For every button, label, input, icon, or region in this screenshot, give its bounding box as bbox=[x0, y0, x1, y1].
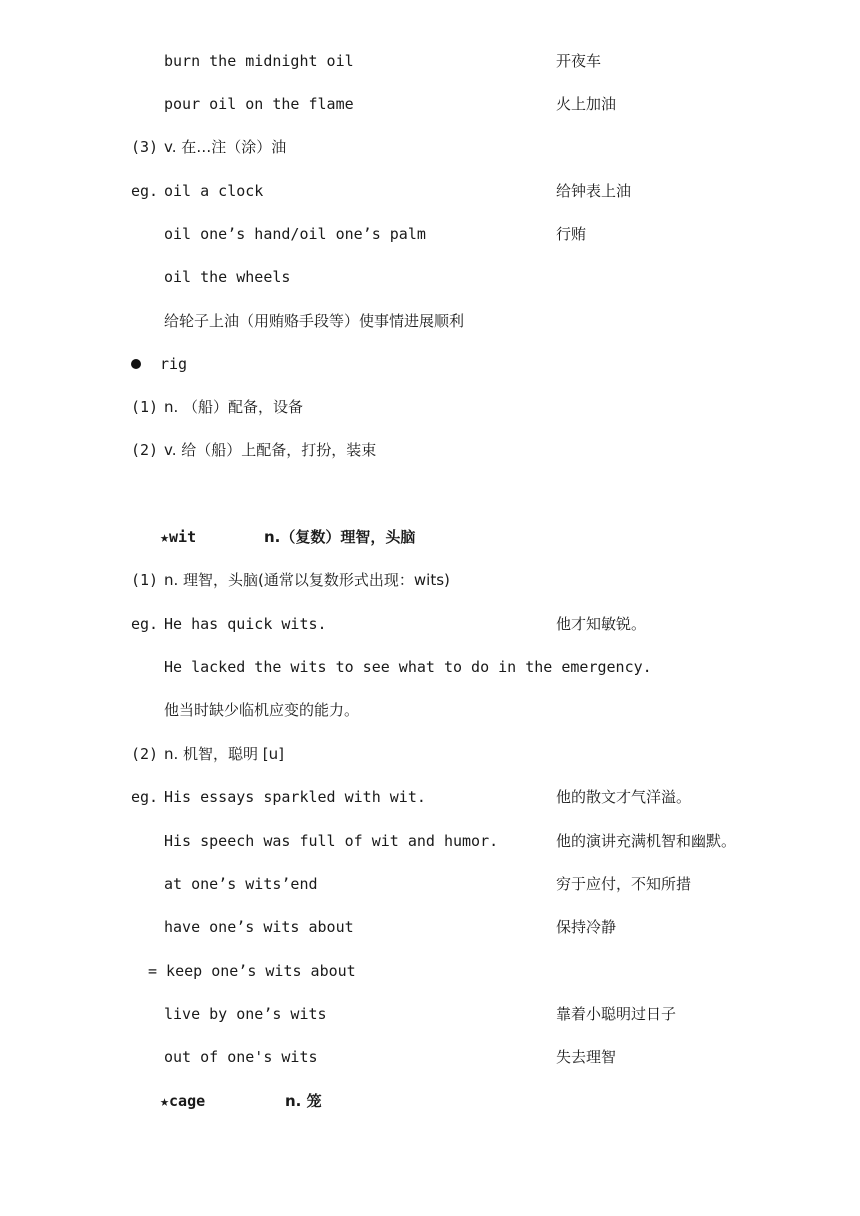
example-essays: His essays sparkled with wit. bbox=[164, 788, 426, 806]
eg-label: eg. bbox=[131, 182, 159, 200]
sense-number: (2) bbox=[131, 745, 159, 763]
sense-number: (3) bbox=[131, 138, 159, 156]
sense-definition: n. （船）配备，设备 bbox=[164, 398, 304, 416]
phrase-keep-wits: = keep one’s wits about bbox=[148, 962, 356, 980]
example-wheels: oil the wheels bbox=[164, 268, 291, 286]
example-wheels-cn: 给轮子上油（用贿赂手段等）使事情进展顺利 bbox=[164, 312, 465, 330]
sense-number: (2) bbox=[131, 441, 159, 459]
phrase-out-of-wits-cn: 失去理智 bbox=[556, 1048, 617, 1066]
phrase-burn: burn the midnight oil bbox=[164, 52, 354, 70]
eg-label: eg. bbox=[131, 615, 159, 633]
headword-rig: rig bbox=[160, 355, 188, 373]
phrase-pour: pour oil on the flame bbox=[164, 95, 354, 113]
sense-definition: n. 机智，聪明 [u] bbox=[164, 745, 285, 763]
heading-definition: n.（复数）理智，头脑 bbox=[264, 528, 416, 546]
sense-number: (1) bbox=[131, 398, 159, 416]
example-speech: His speech was full of wit and humor. bbox=[164, 832, 499, 850]
example-clock: oil a clock bbox=[164, 182, 264, 200]
headword-wit: ★wit bbox=[160, 528, 197, 546]
phrase-wits-end-cn: 穷于应付，不知所措 bbox=[556, 875, 692, 893]
example-quick-cn: 他才知敏锐。 bbox=[556, 615, 647, 633]
example-lacked-cn: 他当时缺少临机应变的能力。 bbox=[164, 701, 360, 719]
example-clock-cn: 给钟表上油 bbox=[556, 182, 632, 200]
example-speech-cn: 他的演讲充满机智和幽默。 bbox=[556, 832, 737, 850]
eg-label: eg. bbox=[131, 788, 159, 806]
heading-definition: n. 笼 bbox=[285, 1092, 322, 1110]
example-essays-cn: 他的散文才气洋溢。 bbox=[556, 788, 692, 806]
phrase-have-wits-cn: 保持冷静 bbox=[556, 918, 617, 936]
phrase-live-by-wits: live by one’s wits bbox=[164, 1005, 327, 1023]
example-quick: He has quick wits. bbox=[164, 615, 327, 633]
example-hand: oil one’s hand/oil one’s palm bbox=[164, 225, 426, 243]
phrase-burn-cn: 开夜车 bbox=[556, 52, 602, 70]
sense-definition: v. 给（船）上配备，打扮，装束 bbox=[164, 441, 377, 459]
phrase-have-wits: have one’s wits about bbox=[164, 918, 354, 936]
phrase-out-of-wits: out of one's wits bbox=[164, 1048, 318, 1066]
sense-number: (1) bbox=[131, 571, 159, 589]
phrase-pour-cn: 火上加油 bbox=[556, 95, 617, 113]
bullet-icon bbox=[131, 359, 141, 369]
headword-cage: ★cage bbox=[160, 1092, 206, 1110]
phrase-live-by-wits-cn: 靠着小聪明过日子 bbox=[556, 1005, 677, 1023]
sense-definition: n. 理智，头脑(通常以复数形式出现：wits) bbox=[164, 571, 450, 589]
example-lacked: He lacked the wits to see what to do in the emergency. bbox=[164, 658, 652, 676]
example-hand-cn: 行贿 bbox=[556, 225, 587, 243]
phrase-wits-end: at one’s wits’end bbox=[164, 875, 318, 893]
sense-definition: v. 在…注（涂）油 bbox=[164, 138, 287, 156]
